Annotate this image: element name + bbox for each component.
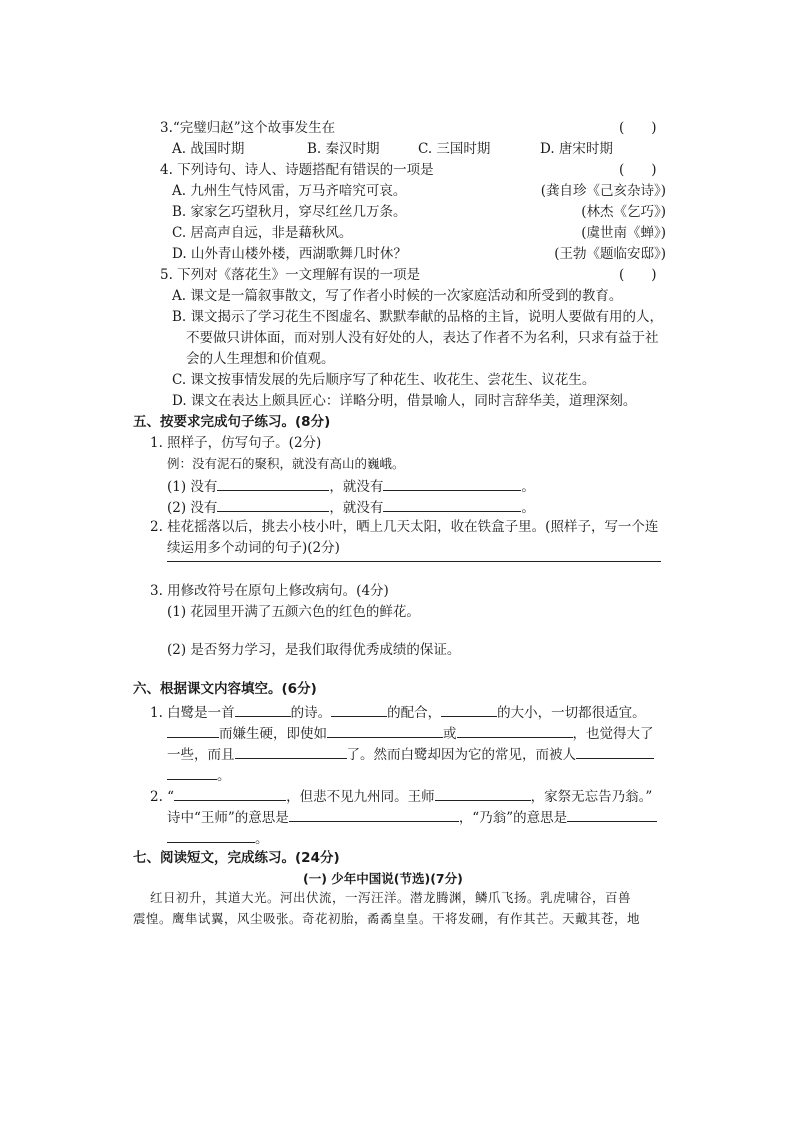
s5-q1-line2-end: 。 [521, 500, 535, 516]
s6-text: ，家祭无忘告乃翁。” [530, 789, 653, 805]
answer-blank[interactable] [167, 765, 217, 780]
q5-option-a: A. 课文是一篇叙事散文，写了作者小时候的一次家庭活动和所受到的教育。 [172, 288, 623, 304]
s5-q1-title: 1. 照样子，仿写句子。(2分) [150, 435, 322, 451]
s5-q1-line1 [167, 476, 535, 496]
answer-line[interactable] [167, 561, 661, 562]
s6-q1-line1 [150, 702, 646, 722]
s6-text: 或 [443, 726, 457, 742]
answer-blank[interactable] [331, 702, 387, 717]
q4-option-d-source: (王勃《题临安邸》) [554, 246, 666, 262]
s6-text: 2. “ [150, 789, 175, 805]
q5-option-d: D. 课文在表达上颇具匠心：详略分明，借景喻人，同时言辞华美，道理深刻。 [172, 393, 637, 409]
answer-blank[interactable] [383, 497, 521, 512]
q5-option-c: C. 课文按事情发展的先后顺序写了种花生、收花生、尝花生、议花生。 [172, 372, 596, 388]
s5-q1-line2-mid: ，就没有 [329, 500, 384, 516]
answer-blank[interactable] [167, 828, 255, 843]
s6-q1-line4 [167, 765, 231, 785]
q5-answer-paren: ( ) [619, 267, 657, 283]
answer-blank[interactable] [217, 476, 329, 491]
q4-option-c-source: (虞世南《蝉》) [581, 225, 666, 241]
q5-option-b-line1: B. 课文揭示了学习花生不图虚名、默默奉献的品格的主旨，说明人要做有用的人， [172, 309, 664, 325]
s5-q3-item1: (1) 花园里开满了五颜六色的红色的鲜花。 [167, 604, 420, 620]
s5-q3-title: 3. 用修改符号在原句上修改病句。(4分) [150, 583, 389, 599]
section7-heading: 七、阅读短文，完成练习。(24分) [133, 850, 340, 866]
s5-q2-line2: 续运用多个动词的句子)(2分) [167, 540, 340, 556]
s6-text: ，“乃翁”的意思是 [458, 810, 568, 826]
s6-text: 了。然而白鹭却因为它的常见，而被人 [346, 747, 576, 763]
s6-text: 诗中“王师”的意思是 [167, 810, 289, 826]
s6-text: 一些，而且 [167, 747, 235, 763]
q3-option-b: B. 秦汉时期 [307, 141, 380, 157]
passage-line2: 震惶。鹰隼试翼，风尘吸张。奇花初胎，矞矞皇皇。干将发硎，有作其芒。天戴其苍，地 [133, 911, 641, 926]
q5-stem: 5. 下列对《落花生》一文理解有误的一项是 [160, 267, 421, 283]
q5-option-b-line3: 会的人生理想和价值观。 [186, 351, 335, 367]
section6-heading: 六、根据课文内容填空。(6分) [133, 681, 317, 697]
answer-blank[interactable] [435, 786, 531, 801]
s6-text: 1. 白鹭是一首 [150, 705, 235, 721]
q4-option-a: A. 九州生气恃风雷，万马齐喑究可哀。 [172, 183, 407, 199]
s5-q1-line1-prefix: (1) 没有 [167, 479, 218, 495]
q3-answer-paren: ( ) [619, 120, 657, 136]
s6-q2-line3 [167, 828, 269, 848]
answer-blank[interactable] [235, 744, 347, 759]
answer-blank[interactable] [289, 807, 459, 822]
answer-blank[interactable] [167, 723, 219, 738]
q4-answer-paren: ( ) [619, 162, 657, 178]
s5-q1-line1-mid: ，就没有 [329, 479, 384, 495]
answer-blank[interactable] [235, 702, 291, 717]
answer-blank[interactable] [217, 497, 329, 512]
s6-text: ，也觉得大了 [572, 726, 654, 742]
s6-q1-line3 [167, 744, 654, 764]
answer-blank[interactable] [567, 807, 657, 822]
answer-blank[interactable] [174, 786, 286, 801]
s5-q1-line2-prefix: (2) 没有 [167, 500, 218, 516]
q4-option-c: C. 居高声自远，非是藉秋风。 [172, 225, 353, 241]
passage-line1: 红日初升，其道大光。河出伏流，一泻汪洋。潜龙腾渊，鳞爪飞扬。乳虎啸谷，百兽 [150, 890, 632, 905]
s6-text: 。 [217, 768, 231, 784]
s5-q1-example: 例：没有泥石的聚积，就没有高山的巍峨。 [167, 456, 405, 471]
s6-q2-line1 [150, 786, 652, 806]
q4-option-b: B. 家家乞巧望秋月，穿尽红丝几万条。 [172, 204, 407, 220]
s5-q1-line1-end: 。 [521, 479, 535, 495]
s6-text: 的配合， [387, 705, 442, 721]
section5-heading: 五、按要求完成句子练习。(8分) [133, 414, 331, 430]
answer-blank[interactable] [383, 476, 521, 491]
q3-stem: 3.“完璧归赵”这个故事发生在 [160, 120, 336, 136]
answer-blank[interactable] [441, 702, 497, 717]
q3-option-a: A. 战国时期 [172, 141, 245, 157]
s6-q1-line2 [167, 723, 654, 743]
s6-text: 。 [255, 831, 269, 847]
answer-blank[interactable] [457, 723, 573, 738]
s6-text: 的大小，一切都很适宜。 [497, 705, 646, 721]
s5-q3-item2: (2) 是否努力学习，是我们取得优秀成绩的保证。 [167, 642, 461, 658]
q4-option-a-source: (龚自珍《己亥杂诗》) [540, 183, 666, 199]
q4-stem: 4. 下列诗句、诗人、诗题搭配有错误的一项是 [160, 162, 434, 178]
s6-q2-line2 [167, 807, 657, 827]
answer-blank[interactable] [576, 744, 654, 759]
q4-option-b-source: (林杰《乞巧》) [581, 204, 666, 220]
s5-q1-line2 [167, 497, 535, 517]
q4-option-d: D. 山外青山楼外楼，西湖歌舞几时休？ [172, 246, 407, 262]
q3-option-c: C. 三国时期 [418, 141, 491, 157]
q3-option-d: D. 唐宋时期 [540, 141, 613, 157]
s6-text: 而嫌生硬，即使如 [219, 726, 327, 742]
s6-text: 的诗。 [290, 705, 332, 721]
passage-title: (一) 少年中国说(节选)(7分) [303, 871, 463, 886]
s5-q2-line1: 2. 桂花摇落以后，挑去小枝小叶，晒上几天太阳，收在铁盒子里。(照样子，写一个连 [150, 519, 659, 535]
s6-text: ，但悲不见九州同。王师 [286, 789, 435, 805]
answer-blank[interactable] [327, 723, 443, 738]
q5-option-b-line2: 不要做只讲体面，而对别人没有好处的人，表达了作者不为名利，只求有益于社 [186, 330, 659, 346]
